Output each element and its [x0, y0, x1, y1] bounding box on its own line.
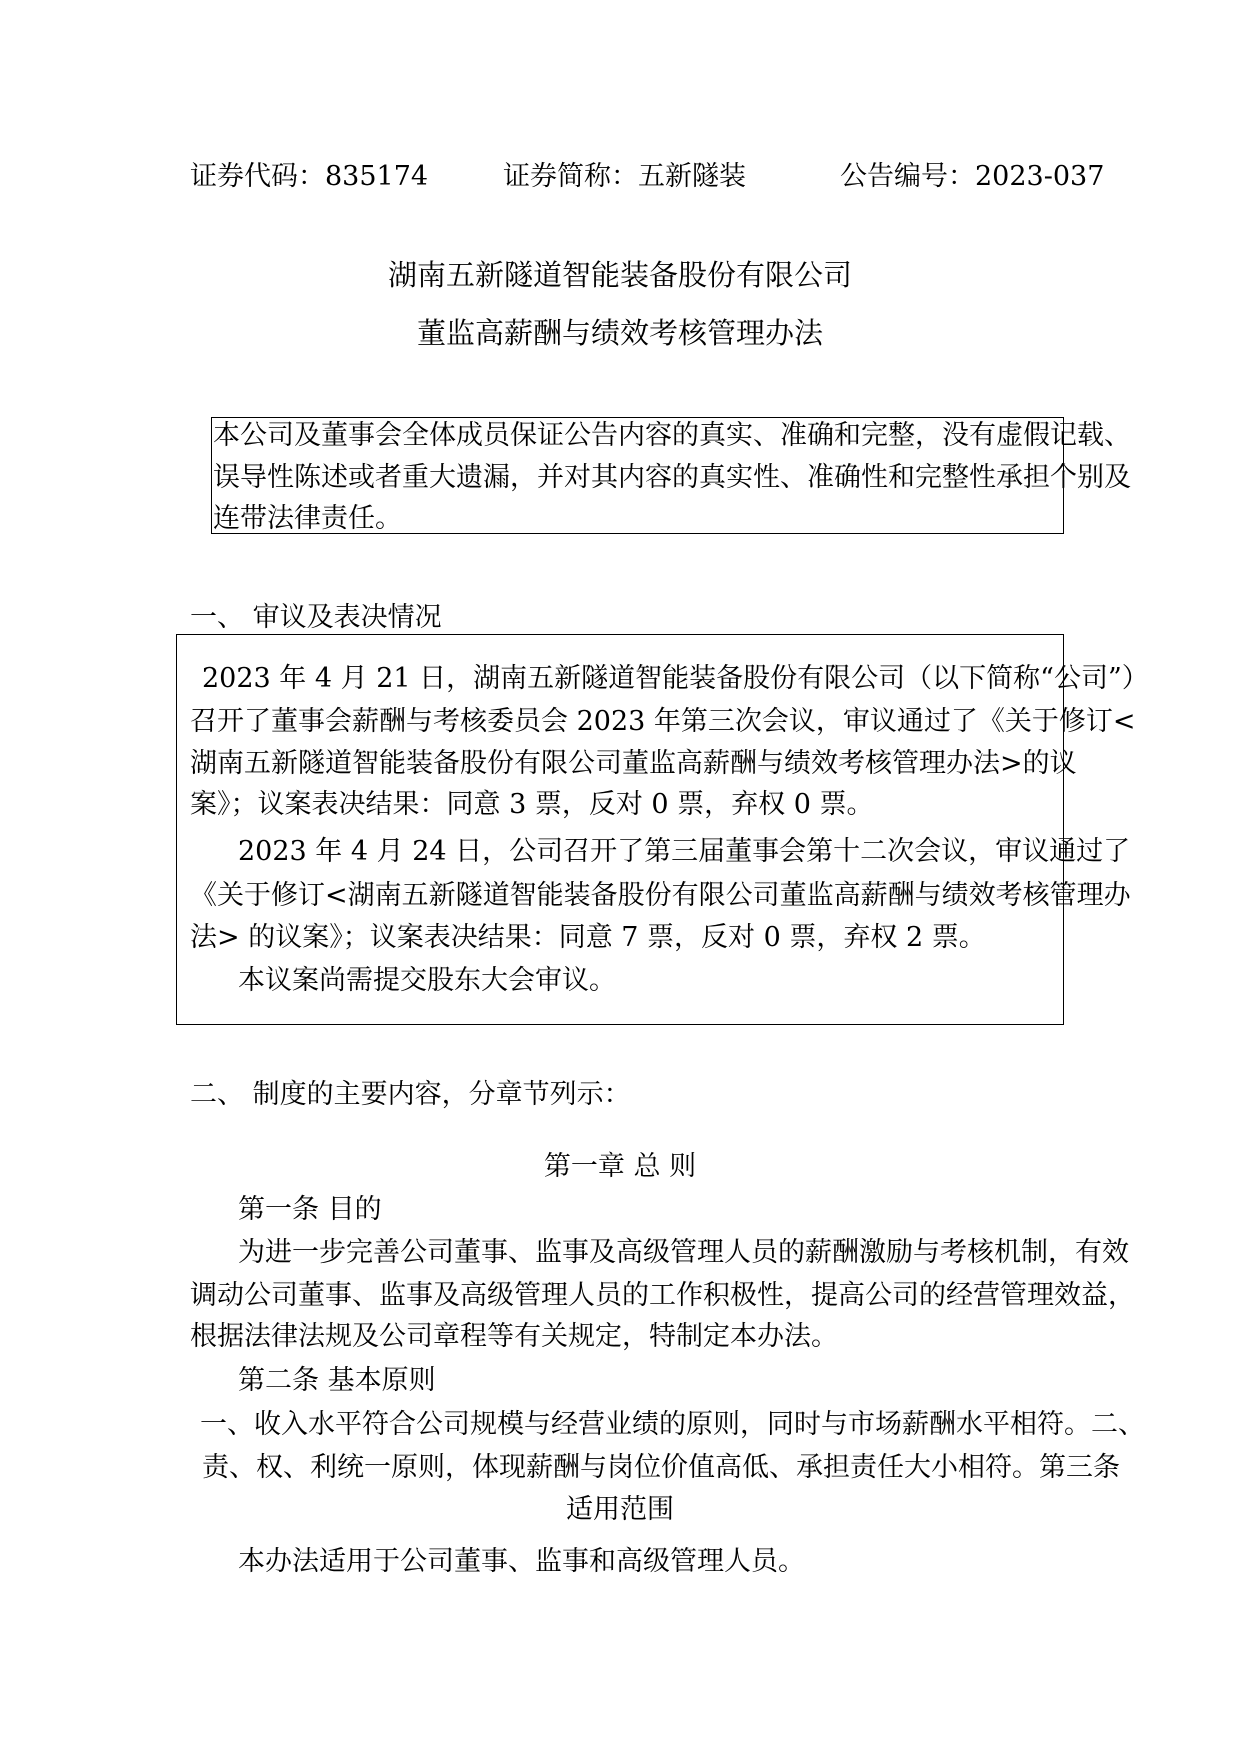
chapter-heading: 第一章 总 则: [543, 1151, 697, 1182]
disclaimer-line: 本公司及董事会全体成员保证公告内容的真实、准确和完整，没有虚假记载、: [213, 420, 1131, 451]
article3-text: 本办法适用于公司董事、监事和高级管理人员。: [238, 1546, 805, 1577]
resolution-line: 法> 的议案》；议案表决结果：同意 7 票，反对 0 票，弃权 2 票。: [190, 922, 986, 953]
document-title: 董监高薪酬与绩效考核管理办法: [416, 316, 823, 350]
resolution-line: 案》；议案表决结果：同意 3 票，反对 0 票，弃权 0 票。: [190, 789, 874, 820]
disclaimer-line: 连带法律责任。: [213, 503, 402, 534]
resolution-line: 2023 年 4 月 24 日，公司召开了第三届董事会第十二次会议，审议通过了: [238, 836, 1131, 867]
resolution-line: 本议案尚需提交股东大会审议。: [238, 965, 616, 996]
resolution-line: 《关于修订<湖南五新隧道智能装备股份有限公司董监高薪酬与绩效考核管理办: [190, 880, 1131, 911]
article2-title: 第二条 基本原则: [238, 1365, 436, 1396]
section2-heading: 二、 制度的主要内容，分章节列示：: [190, 1079, 631, 1110]
article1-line: 根据法律法规及公司章程等有关规定，特制定本办法。: [190, 1321, 838, 1352]
article1-line: 为进一步完善公司董事、监事及高级管理人员的薪酬激励与考核机制，有效: [238, 1237, 1129, 1268]
company-title: 湖南五新隧道智能装备股份有限公司: [387, 258, 852, 292]
resolution-line: 召开了董事会薪酬与考核委员会 2023 年第三次会议，审议通过了《关于修订<: [190, 706, 1136, 737]
notice-number: 公告编号：2023-037: [840, 161, 1105, 192]
disclaimer-line: 误导性陈述或者重大遗漏，并对其内容的真实性、准确性和完整性承担个别及: [213, 462, 1131, 493]
article3-title: 适用范围: [566, 1494, 674, 1525]
resolution-line: 2023 年 4 月 21 日，湖南五新隧道智能装备股份有限公司（以下简称“公司”）: [202, 663, 1149, 694]
article1-line: 调动公司董事、监事及高级管理人员的工作积极性，提高公司的经营管理效益，: [190, 1280, 1135, 1311]
section1-heading: 一、 审议及表决情况: [190, 602, 442, 633]
security-short-name: 证券简称：五新隧装: [503, 161, 746, 192]
article2-line: 一、收入水平符合公司规模与经营业绩的原则，同时与市场薪酬水平相符。二、: [200, 1409, 1145, 1440]
article1-title: 第一条 目的: [238, 1194, 382, 1225]
resolution-line: 湖南五新隧道智能装备股份有限公司董监高薪酬与绩效考核管理办法>的议: [190, 748, 1077, 779]
article2-line: 责、权、利统一原则，体现薪酬与岗位价值高低、承担责任大小相符。第三条: [202, 1452, 1120, 1483]
security-code: 证券代码：835174: [190, 161, 429, 192]
